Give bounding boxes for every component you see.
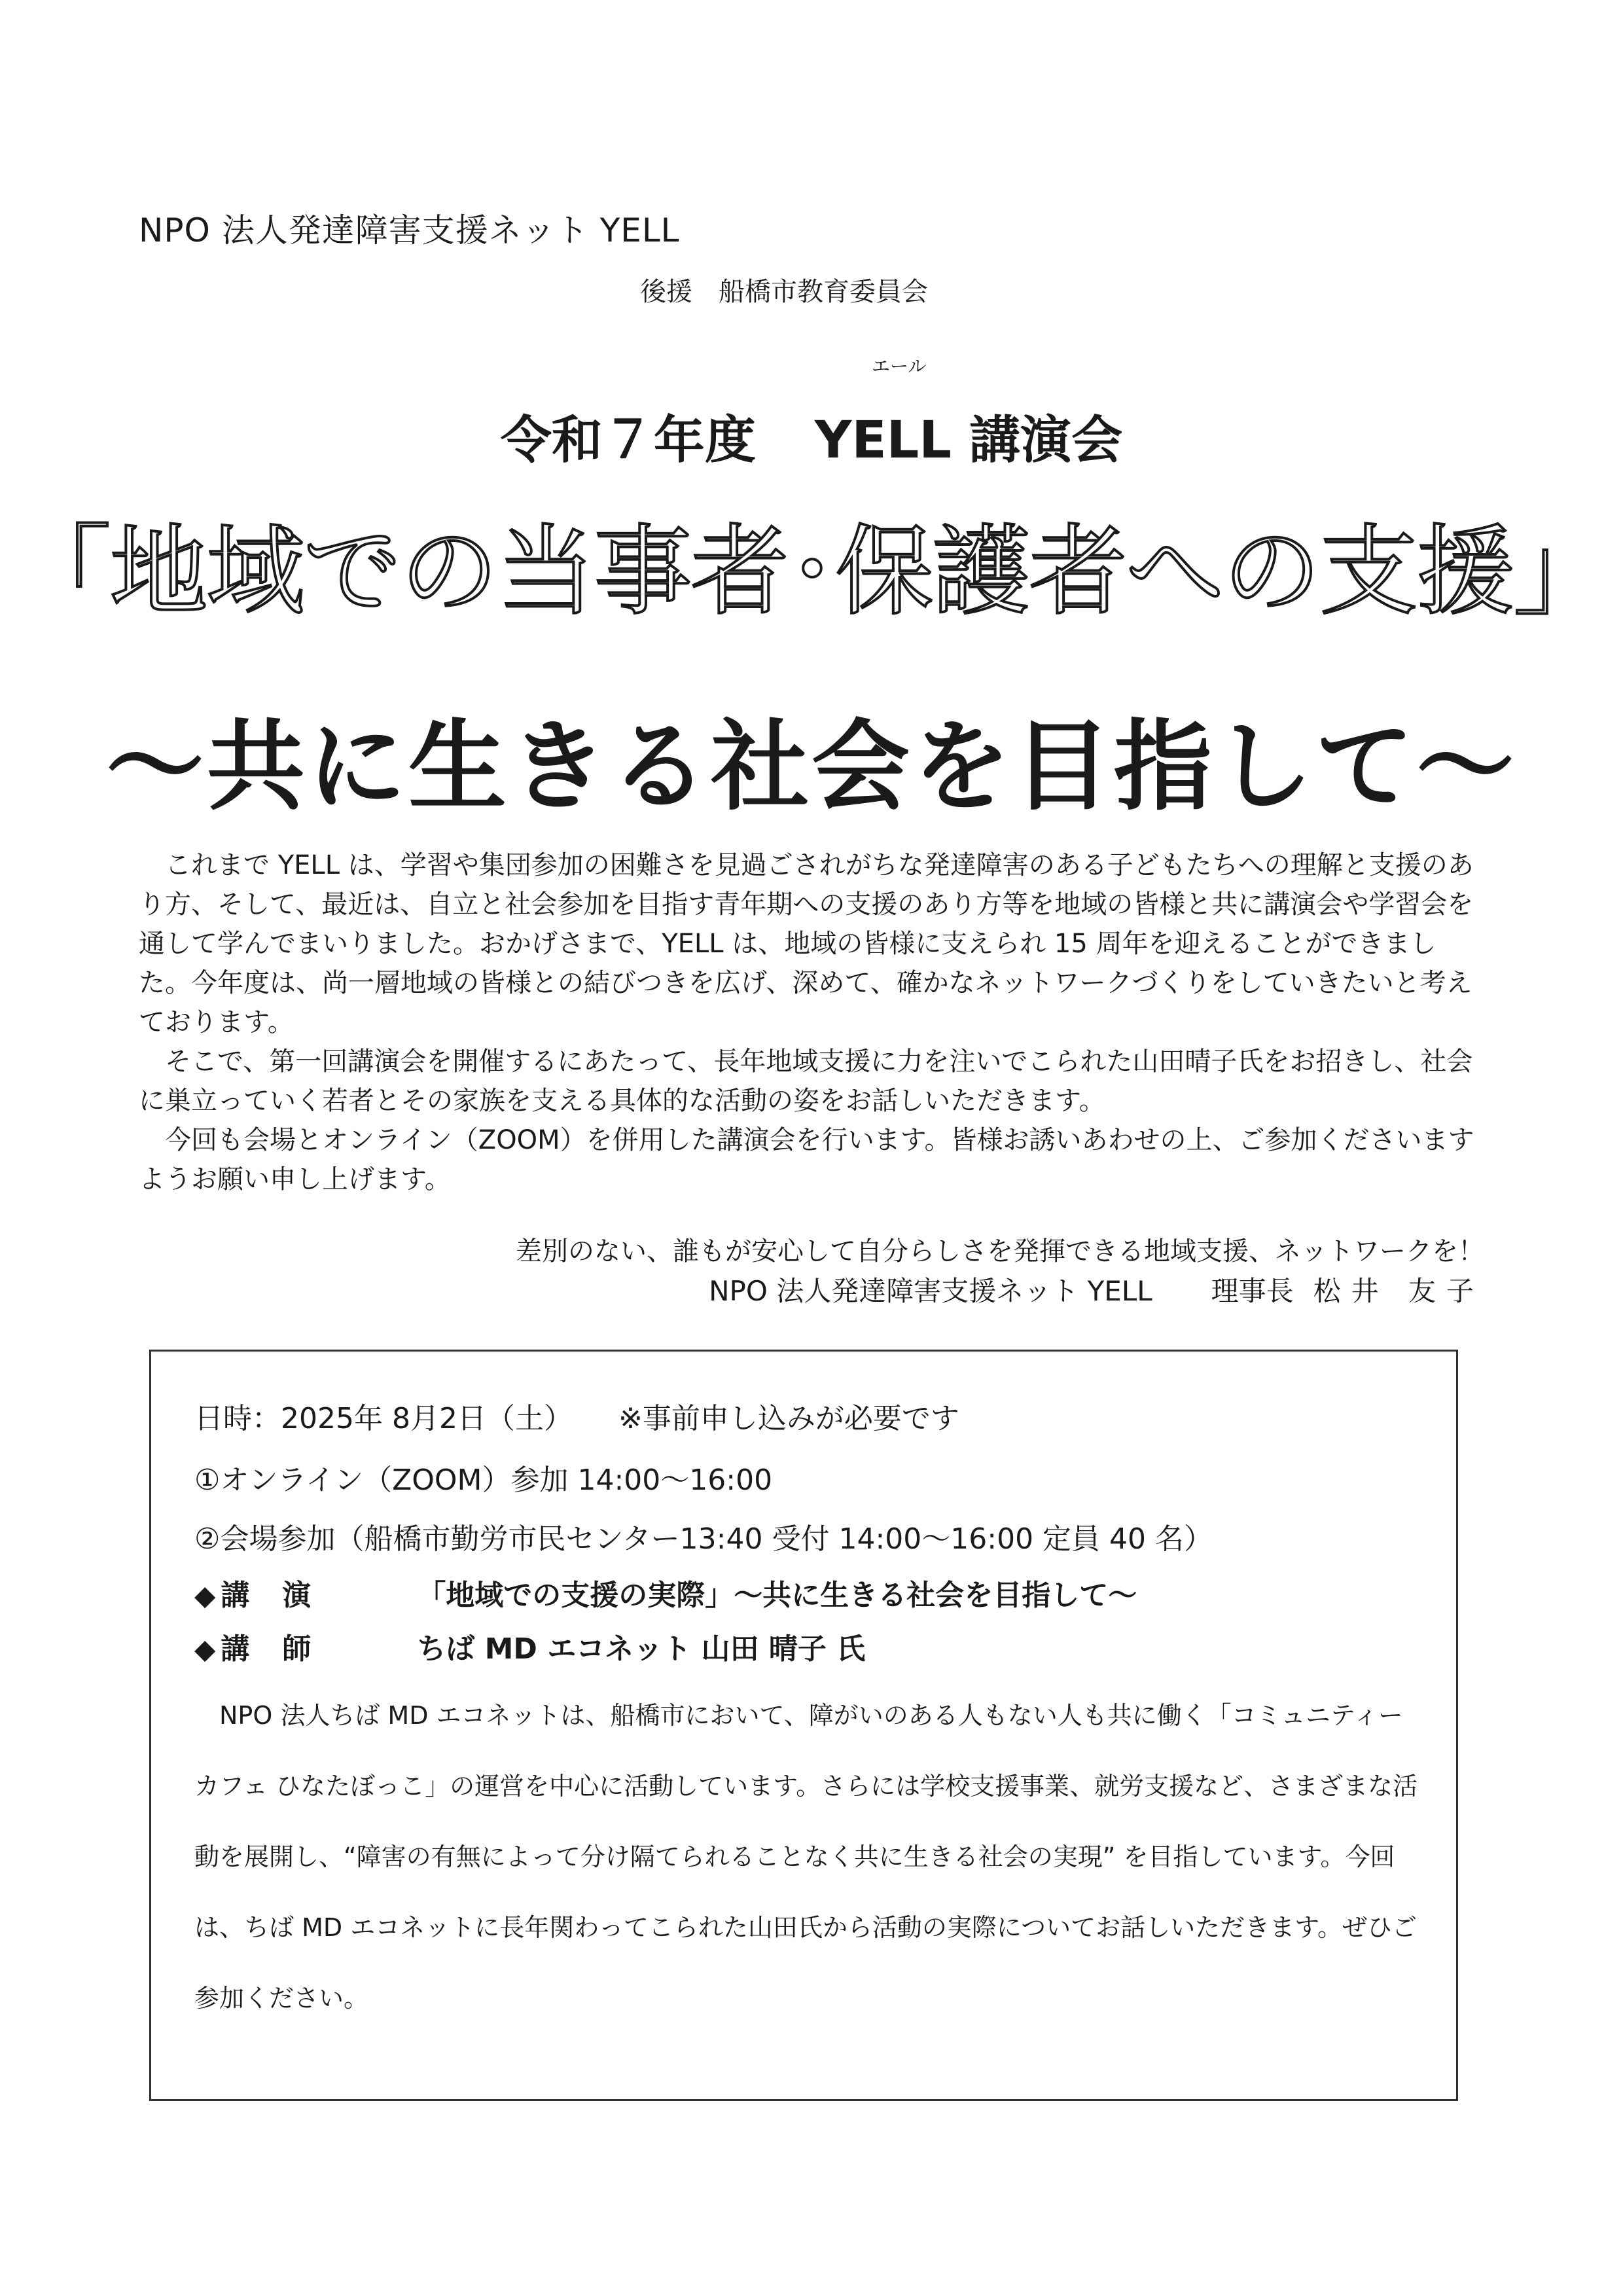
- diamond-bullet-icon: ◆: [194, 1579, 216, 1611]
- description-paragraph: NPO 法人ちば MD エコネットは、船橋市において、障がいのある人もない人も共に働く「コミュニティーカフェ ひなたぼっこ」の運営を中心に活動しています。さらには学校支援事業、就労支援など、さまざまな活動を展開し、“障害の有無によって分け隔てられることなく共に生きる社会の実現” を目指しています。今回は、ちば MD エコネットに長年関わってこられた山田氏から活動の実際についてお話しいただきます。ぜひご参加ください。: [194, 1701, 1418, 2013]
- signature: [709, 1270, 1484, 1309]
- lecture-label: 講演: [221, 1579, 344, 1612]
- intro-paragraph: そこで、第一回講演会を開催するにあたって、長年地域支援に力を注いでこられた山田晴子氏をお招きし、社会に巣立っていく若者とその家族を支える具体的な活動の姿をお話しいただきます。: [139, 1047, 1473, 1116]
- speaker-label: 講師: [221, 1632, 344, 1666]
- main-title: 「地域での当事者･保護者への支援」: [12, 515, 1611, 629]
- title-ruby: エール: [872, 355, 927, 377]
- subtitle: 〜共に生きる社会を目指して〜: [105, 709, 1517, 824]
- signature-organization: NPO 法人発達障害支援ネット YELL: [709, 1275, 1152, 1307]
- event-year: 令和７年度: [500, 411, 756, 470]
- signature-role: 理事長: [1211, 1275, 1294, 1307]
- diamond-bullet-icon: ◆: [194, 1633, 216, 1665]
- date-line: [194, 1395, 959, 1437]
- registration-note: ※事前申し込みが必要です: [618, 1402, 959, 1435]
- speaker-name: ちば MD エコネット 山田 晴子 氏: [417, 1632, 866, 1666]
- slogan: 差別のない、誰もが安心して自分らしさを発揮できる地域支援、ネットワークを！: [516, 1236, 1484, 1266]
- sponsor-label: 後援: [640, 277, 692, 307]
- intro-paragraph: これまで YELL は、学習や集団参加の困難さを見過ごされがちな発達障害のある子どもたちへの理解と支援のあり方、そして、最近は、自立と社会参加を目指す青年期への支援のあり方等を地域の皆様と共に講演会や学習会を通して学んでまいりました。おかげさまで、YELL は、地域の皆様に支えられ 15 周年を迎えることができました。今年度は、尚一層地域の皆様との結びつきを広げ、深めて、確かなネットワークづくりをしていきたいと考えております。: [139, 850, 1474, 1037]
- event-info-box: [149, 1350, 1458, 2101]
- event-date: 日時：2025年 8月2日（土）: [194, 1402, 573, 1435]
- lecture-line: [194, 1571, 1137, 1613]
- sponsor-line: [640, 271, 928, 308]
- event-title: [0, 399, 1623, 473]
- speaker-description: [194, 1680, 1425, 2034]
- organization-name: NPO 法人発達障害支援ネット YELL: [139, 211, 680, 249]
- online-line: ①オンライン（ZOOM）参加 14:00〜16:00: [194, 1463, 773, 1497]
- intro-paragraph: 今回も会場とオンライン（ZOOM）を併用した講演会を行います。皆様お誘いあわせの上、ご参加くださいますようお願い申し上げます。: [139, 1125, 1474, 1194]
- sponsor-name: 船橋市教育委員会: [719, 277, 928, 307]
- lecture-title: 「地域での支援の実際」〜共に生きる社会を目指して〜: [417, 1579, 1137, 1612]
- speaker-line: [194, 1625, 865, 1667]
- event-name: YELL 講演会: [814, 411, 1123, 470]
- signature-name: 松井 友子: [1313, 1275, 1484, 1307]
- intro-text: [139, 846, 1487, 1199]
- venue-line: ②会場参加（船橋市勤労市民センター13:40 受付 14:00〜16:00 定員 40 名）: [194, 1522, 1213, 1556]
